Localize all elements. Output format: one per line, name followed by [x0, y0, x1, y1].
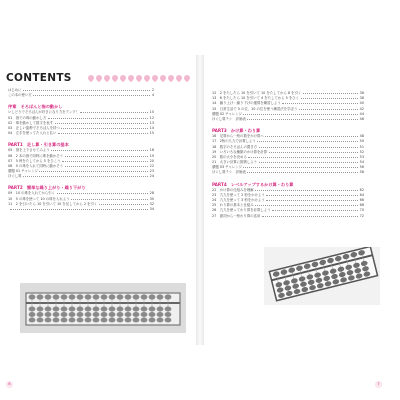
heart-icon	[175, 74, 183, 82]
toc-entry-title: 03 正しい姿勢でそろばんを持つ	[8, 125, 60, 130]
toc-entry-page: 20	[149, 158, 154, 163]
toc-part-heading: 序章 そろばんと指の動かし	[8, 104, 63, 110]
heart-icon	[87, 74, 95, 82]
toc-entry-page: 34	[149, 207, 154, 211]
left-page	[0, 55, 196, 386]
toc-entry-title: 23 九九を使って 2 桁をかけよう	[212, 192, 265, 197]
heart-icon	[183, 74, 191, 82]
toc-leader-dots	[243, 114, 358, 115]
toc-leader-dots	[10, 209, 149, 210]
toc-entry-page: 19	[149, 153, 154, 158]
toc-leader-dots	[62, 161, 148, 162]
toc-leader-dots	[259, 147, 359, 148]
toc-entry-page: 54	[359, 160, 364, 165]
toc-right	[212, 91, 364, 219]
page-number-right: 7	[375, 381, 382, 388]
toc-entry-title: 24 九九を使って 3 桁をかけよう	[212, 198, 265, 202]
toc-leader-dots	[23, 90, 150, 91]
toc-leader-dots	[247, 119, 358, 120]
toc-leader-dots	[65, 166, 149, 167]
toc-entry-title: 14 繰り上げ・繰り下げの運算を練習しよう	[212, 101, 281, 106]
toc-entry-title: 11 2 を引いたら 10 を引いて 10 を足してから 2 を引く	[8, 201, 98, 206]
toc-entry[interactable]	[8, 207, 154, 212]
toc-entry-page: 66	[359, 198, 364, 202]
toc-entry-page: 23	[149, 169, 154, 174]
toc-entry-page: 72	[359, 213, 364, 218]
toc-part-heading: PART1 足し算・引き算の基本	[8, 142, 69, 148]
toc-leader-dots	[265, 136, 358, 137]
toc-entry[interactable]	[8, 174, 154, 179]
toc-entry-title: 01 指での珠の動かし方	[8, 115, 47, 120]
heart-icon	[143, 74, 151, 82]
toc-entry-title: はじめに	[8, 88, 22, 92]
toc-entry-title: 19 いろいろな種類のかけ算を計算	[212, 149, 268, 154]
toc-entry-page: 2	[151, 88, 154, 92]
toc-entry[interactable]	[8, 131, 154, 136]
abacus-photo-right	[264, 247, 380, 305]
toc-leader-dots	[262, 216, 358, 217]
toc-leader-dots	[65, 156, 149, 157]
toc-entry-page: 24	[149, 174, 154, 179]
toc-leader-dots	[39, 171, 148, 172]
toc-entry-page: 15	[149, 131, 154, 136]
toc-entry-title: 26 九九を使ってわり算を計算しよう	[212, 208, 271, 213]
toc-entry-title: 20 数の大小を決める	[212, 154, 247, 159]
toc-entry-title: 13 6 をたしたら 10 を引いて 4 をたしてから 5 をひく	[212, 96, 300, 101]
toc-left	[8, 88, 154, 212]
toc-entry-page: 51	[359, 144, 364, 149]
toc-entry-page: 53	[359, 154, 364, 159]
toc-entry-page: 10	[149, 110, 154, 115]
toc-entry-page: 12	[149, 115, 154, 120]
toc-leader-dots	[259, 162, 359, 163]
toc-leader-dots	[257, 141, 358, 142]
toc-entry-title: ほぐし算テシ 評価表	[212, 116, 246, 121]
toc-leader-dots	[243, 167, 358, 168]
book-gutter	[196, 55, 204, 345]
toc-entry-page: 32	[149, 201, 154, 206]
toc-part-heading: PART4 レベルアップするかけ算・わり算	[212, 181, 294, 187]
toc-leader-dots	[269, 152, 358, 153]
toc-entry-title: 15 日常生活で 5 の位、10 の位を使う練習法を学ぼう	[212, 106, 298, 111]
heart-icon	[103, 74, 111, 82]
heart-icon	[151, 74, 159, 82]
toc-entry-page: 42	[359, 106, 364, 111]
toc-leader-dots	[248, 157, 358, 158]
toc-entry-page: 58	[359, 170, 364, 175]
toc-leader-dots	[80, 112, 148, 113]
toc-leader-dots	[247, 172, 358, 173]
toc-entry-title: 17 2桁の九九で計算しよう	[212, 139, 256, 144]
toc-entry-title: 優題 02 チャレンジ	[212, 111, 242, 116]
toc-entry-page: 68	[359, 203, 364, 208]
toc-entry-page: 18	[149, 148, 154, 153]
toc-entry-title: 25 わり算の基本と仕組み	[212, 203, 254, 208]
toc-entry-title: ほぐし算	[8, 174, 22, 179]
heart-icon	[159, 74, 167, 82]
heart-icon	[135, 74, 143, 82]
toc-entry-title: 09 10 の珠を入れてから引く	[8, 191, 56, 196]
toc-entry-title: 27 最初から一桁わり算の応用	[212, 213, 261, 218]
toc-part-heading: PART3 かけ算・わり算	[212, 128, 261, 134]
toc-entry-page: 4	[151, 93, 154, 98]
toc-entry-title: 08 5 の珠を入れて同時に動かそう	[8, 163, 64, 168]
toc-leader-dots	[255, 205, 358, 206]
toc-entry-page: 13	[149, 120, 154, 125]
toc-entry-page: 14	[149, 125, 154, 130]
heart-icon	[95, 74, 103, 82]
heart-icon	[119, 74, 127, 82]
toc-entry[interactable]	[212, 214, 364, 219]
toc-leader-dots	[51, 150, 148, 151]
toc-entry-page: 44	[359, 111, 364, 116]
toc-entry-title: 04 左手を使ってた入れと払い	[8, 131, 57, 136]
toc-entry-page: 46	[359, 116, 364, 121]
heart-icon	[167, 74, 175, 82]
toc-entry-page: 38	[359, 96, 364, 101]
toc-entry[interactable]	[212, 170, 364, 175]
page-number-left: 6	[6, 381, 13, 388]
toc-entry-page: 36	[359, 91, 364, 95]
toc-entry-title: 21 大きい計算に挑戦しよう	[212, 160, 258, 165]
toc-entry-title: 22 かけ算の仕組みを理解	[212, 187, 254, 192]
toc-entry-title: 18 数字のそろばんの置き方	[212, 144, 258, 149]
toc-entry-title: 02 珠を動かして数字を表す	[8, 120, 54, 125]
toc-leader-dots	[255, 190, 358, 191]
toc-entry-page: 40	[359, 101, 364, 106]
toc-leader-dots	[303, 93, 358, 94]
toc-leader-dots	[99, 204, 148, 205]
toc-entry-page: 22	[149, 163, 154, 168]
toc-part-heading: PART2 簡単な繰り上がり・繰り下がり	[8, 185, 86, 191]
toc-leader-dots	[272, 210, 358, 211]
toc-leader-dots	[266, 200, 358, 201]
toc-entry-title: 05 指を上下させてみよう	[8, 148, 50, 153]
abacus-photo-left	[20, 283, 186, 333]
toc-leader-dots	[33, 95, 150, 96]
toc-leader-dots	[61, 128, 148, 129]
toc-entry-page: 62	[359, 187, 364, 192]
toc-leader-dots	[282, 103, 358, 104]
toc-entry-page: 70	[359, 208, 364, 213]
toc-entry-title: 16 足算から一桁の数をかけ算へ	[212, 134, 264, 139]
toc-entry[interactable]	[212, 117, 364, 122]
toc-leader-dots	[55, 123, 149, 124]
toc-entry-page: 56	[359, 165, 364, 170]
toc-entry-page: 48	[359, 134, 364, 139]
toc-entry-page: 28	[149, 191, 154, 196]
toc-entry-title: 07 5 時をたしてから 5 をひこう	[8, 158, 61, 163]
toc-entry-page: 52	[359, 149, 364, 154]
toc-entry-title: 10 5 の珠を使って 10 の珠を入れよう	[8, 196, 70, 201]
toc-entry-title: 優題 01 チャレンジ	[8, 169, 38, 174]
heart-icon	[127, 74, 135, 82]
toc-leader-dots	[301, 98, 359, 99]
toc-leader-dots	[71, 199, 148, 200]
toc-entry-title: 12 2 をたしたら 10 を引いて 10 をたしてから 8 を引く	[212, 91, 302, 95]
toc-leader-dots	[23, 176, 148, 177]
toc-leader-dots	[266, 195, 358, 196]
toc-entry-title: ほぐし算テシ 評価表	[212, 170, 246, 175]
toc-entry-title: 優題 03 チャレンジ	[212, 165, 242, 170]
toc-leader-dots	[57, 193, 149, 194]
toc-entry-title: いしどりでそろばんが好きになり力をアップ！	[8, 110, 79, 115]
toc-leader-dots	[48, 118, 148, 119]
toc-entry-page: 64	[359, 192, 364, 197]
toc-entry-title: この本の使い方	[8, 93, 32, 98]
page-title: CONTENTS	[6, 72, 72, 84]
toc-entry-page: 50	[359, 139, 364, 144]
heart-icon	[111, 74, 119, 82]
toc-entry[interactable]	[8, 93, 154, 98]
toc-leader-dots	[299, 109, 358, 110]
toc-entry-page: 30	[149, 196, 154, 201]
toc-leader-dots	[58, 133, 148, 134]
toc-entry-title: 06 2 本の指で同時に珠を動かそう	[8, 153, 64, 158]
heart-decoration	[88, 75, 190, 81]
